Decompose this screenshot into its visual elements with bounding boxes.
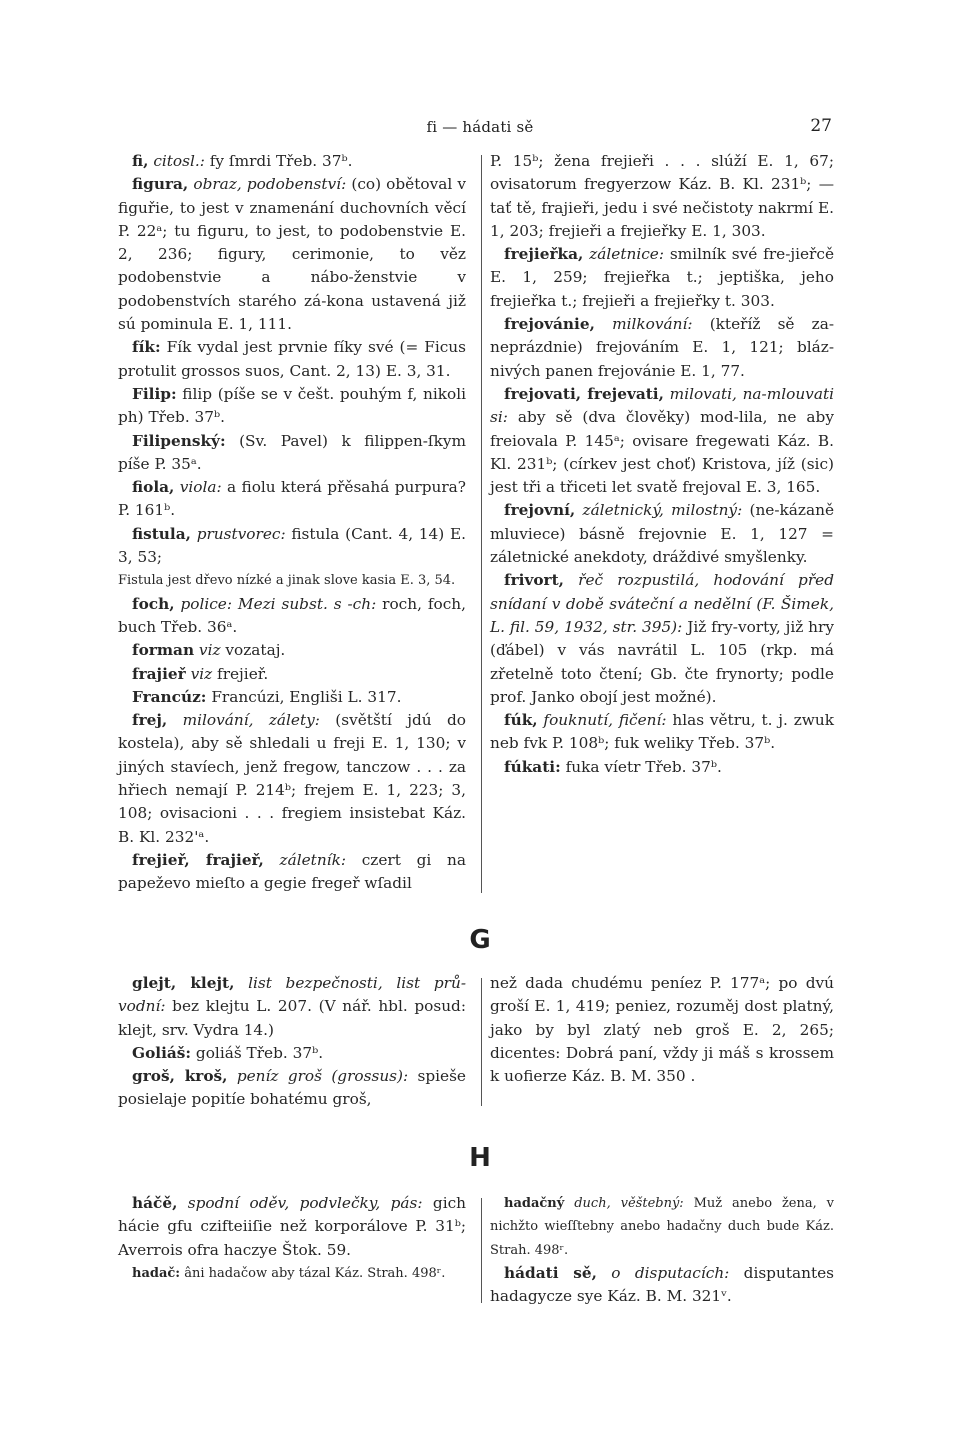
entry-gloss: záletník:: [263, 850, 346, 869]
dictionary-entry: [118, 686, 466, 709]
entry-headword: fi,: [132, 152, 149, 170]
entry-text: hlas větru, t. j. zwuk neb fvk P. 108ᵇ; fuk weliky Třeb. 37ᵇ.: [490, 711, 834, 753]
entry-headword: fistula,: [132, 524, 191, 543]
dictionary-entry: [118, 1192, 466, 1262]
entry-text: Muž anebo žena, v nichžto wieſſtebny anebo hadačny duch bude Káz. Strah. 498ʳ.: [490, 1196, 835, 1258]
dictionary-entry: [490, 150, 834, 243]
entry-text: (ne-kázaně mluviece) básně frejovnie E. 1, 127 = záletnické anekdoty, dráždivé smyšlenky.: [490, 501, 834, 567]
entry-headword: frejovánie,: [504, 315, 595, 334]
entry-headword: frejieř, frajieř,: [132, 850, 264, 869]
entry-text: goliáš Třeb. 37ᵇ.: [191, 1043, 324, 1062]
entry-gloss: obraz, podobenství:: [188, 175, 347, 194]
dictionary-entry: [118, 663, 466, 686]
entry-text: (kteříž sě za-neprázdnie) frejováním E. 1, 121; bláz-nivých panen frejovánie E. 1, 77.: [490, 315, 834, 380]
entry-text: fy ſmrdi Třeb. 37ᵇ.: [204, 152, 353, 170]
dictionary-entry: [118, 593, 466, 640]
entry-headword: figura,: [132, 175, 189, 194]
entry-gloss: milování, zálety:: [167, 711, 320, 730]
entry-gloss: prustvorec:: [190, 524, 286, 543]
entry-headword: hadačný: [504, 1196, 565, 1211]
dictionary-entry: [118, 639, 466, 662]
column-divider-h: [481, 1198, 482, 1303]
page-number: 27: [810, 116, 832, 136]
dictionary-entry: [118, 1065, 466, 1112]
entry-headword: Filipenský:: [132, 431, 226, 450]
entry-gloss: fouknutí, fičení:: [537, 711, 667, 730]
entry-text: gich hácie gfu czifteiiſie než korporálove P. 31ᵇ; Averrois ofra haczye Štok. 59.: [118, 1194, 467, 1259]
entry-text: âni hadačow aby tázal Káz. Strah. 498ʳ.: [180, 1265, 446, 1281]
entry-text: (Sv. Pavel) k filippen-ſkym píše P. 35ᵃ.: [118, 431, 466, 473]
dictionary-entry: [118, 150, 466, 173]
dictionary-entry: [490, 756, 834, 779]
entry-gloss: viz: [185, 664, 213, 683]
dictionary-entry: [118, 569, 466, 592]
entry-text: Již fry-vorty, již hry (ďábel) v vás navrátil L. 105 (rkp. má zřetelně toto čtení; Gb. čte frynorty; podle prof. Janko obojí jest možné).: [490, 617, 834, 706]
dictionary-entry: [118, 523, 466, 570]
entry-text: frejieř.: [212, 664, 269, 683]
entry-headword: frajieř: [132, 664, 186, 683]
dictionary-entry: [118, 173, 466, 336]
dictionary-entry: [490, 1262, 834, 1309]
entry-gloss: záletnický, milostný:: [575, 501, 743, 520]
entry-text: (světští jdú do kostela), aby sě shledali u freji E. 1, 130; v jiných stavíech, jenž fregow, tanczow . . . za hřiech nemají P. 214ᵇ; frejem E. 1, 223; 3, 108; ovisacioni . . . fregiem insistebat Káz. B. Kl. 232'ᵃ.: [118, 711, 466, 846]
entry-gloss: list bezpečnosti, list prů-vodní:: [118, 974, 466, 1016]
dictionary-entry: [490, 243, 834, 313]
dictionary-entry: [118, 1262, 466, 1285]
entry-gloss: citosl.:: [148, 152, 205, 170]
entry-text: czert gi na papeževo mieſto a gegie fregeř wſadil: [118, 850, 466, 893]
dictionary-entry: [118, 430, 466, 477]
entry-text: Fistula jest dřevo nízké a jinak slove kasia E. 3, 54.: [118, 573, 456, 589]
entry-headword: hádati sě,: [504, 1263, 597, 1282]
section-f-left-column: [118, 150, 466, 896]
entry-text: než dada chudému peníez P. 177ᵃ; po dvú groší E. 1, 419; peniez, rozuměj dost platný, jako by byl zlatý neb groš E. 2, 265; dicentes: Dobrá paní, vždy ji máš s krossem k uofierze Káz. B. M. 350 .: [490, 974, 834, 1086]
dictionary-entry: [118, 383, 466, 430]
entry-headword: fúkati:: [504, 757, 561, 776]
entry-headword: foch,: [132, 594, 175, 613]
dictionary-entry: [490, 972, 834, 1088]
entry-gloss: milkování:: [594, 315, 693, 334]
entry-headword: Goliáš:: [132, 1043, 192, 1062]
entry-headword: forman: [132, 641, 195, 660]
column-divider-f: [481, 155, 482, 893]
dictionary-entry: [490, 569, 834, 709]
running-head: fi — hádati sě: [426, 118, 534, 136]
entry-gloss: viola:: [174, 478, 222, 497]
entry-text: filip (píše se v češt. pouhým f, nikoli ph) Třeb. 37ᵇ.: [118, 384, 466, 427]
entry-headword: hadač:: [132, 1265, 181, 1281]
entry-text: smilník své fre-jieřcě E. 1, 259; frejieřka t.; jeptiška, jeho frejieřka t.; frejieři a frejieřky t. 303.: [490, 245, 834, 310]
entry-headword: fúk,: [504, 711, 538, 730]
dictionary-entry: [118, 849, 466, 896]
entry-text: spieše posielaje popitíe bohatému groš,: [118, 1067, 466, 1109]
entry-gloss: řeč rozpustilá, hodování před snídaní v době sváteční a nedělní (F. Šimek, L. fil. 59, 1932, str. 395):: [490, 571, 834, 636]
dictionary-entry: [490, 709, 834, 756]
entry-headword: háčě,: [132, 1194, 178, 1212]
dictionary-entry: [118, 1042, 466, 1065]
section-letter-g: G: [469, 925, 491, 955]
entry-headword: frejovní,: [504, 501, 576, 520]
entry-text: bez klejtu L. 207. (V nář. hbl. posud: klejt, srv. Vydra 14.): [118, 997, 466, 1039]
dictionary-entry: [118, 476, 466, 523]
entry-gloss: spodní oděv, podvlečky, pás:: [177, 1194, 423, 1212]
entry-gloss: duch, věštebný:: [564, 1196, 684, 1211]
entry-text: fuka víetr Třeb. 37ᵇ.: [560, 757, 722, 776]
entry-text: roch, foch, buch Třeb. 36ᵃ.: [118, 594, 466, 636]
section-h-left-column: [118, 1192, 466, 1285]
entry-headword: frej,: [132, 711, 168, 730]
entry-text: P. 15ᵇ; žena frejieři . . . slúží E. 1, 67; ovisatorum fregyerzow Káz. B. Kl. 231ᵇ; — tať tě, frajieři, jedu i své nečistoty nakrmí E. 1, 203; frejieři a frejieřky E. 1, 303.: [490, 152, 834, 240]
entry-gloss: o disputacích:: [596, 1263, 730, 1282]
dictionary-entry: [490, 383, 834, 499]
entry-text: (co) obětoval v figuřie, to jest v znamenání duchovních věcí P. 22ᵃ; tu figuru, to jest, to podobenstvie E. 2, 236; figury, cerimonie, to věz podobenstvie a nábo-ženstvie v podobenstvích starého zá-kona ustavená již sú pominula E. 1, 111.: [118, 175, 467, 334]
section-g-right-column: [490, 972, 834, 1088]
dictionary-entry: [118, 336, 466, 383]
section-h-right-column: [490, 1192, 834, 1308]
dictionary-entry: [118, 972, 466, 1042]
dictionary-entry: [118, 709, 466, 849]
entry-text: Francúzi, Engliši L. 317.: [206, 687, 402, 706]
dictionary-entry: [490, 1192, 834, 1262]
entry-headword: frivort,: [504, 571, 564, 590]
entry-headword: fík:: [132, 338, 161, 357]
entry-text: a fiolu která přěsahá purpura? P. 161ᵇ.: [118, 478, 466, 520]
entry-text: fistula (Cant. 4, 14) E. 3, 53;: [118, 524, 466, 567]
entry-headword: fiola,: [132, 478, 175, 497]
entry-gloss: peníz groš (grossus):: [227, 1067, 409, 1086]
entry-gloss: milovati, na-mlouvati si:: [490, 384, 834, 427]
dictionary-entry: [490, 313, 834, 383]
entry-text: aby sě (dva člověky) mod-lila, ne aby freiovala P. 145ᵃ; ovisare fregewati Káz. B. Kl. 231ᵇ; (církev jest choť) Kristova, jíž (sic) jest tři a třiceti let svatě frejoval E. 3, 165.: [490, 408, 834, 497]
entry-headword: groš, kroš,: [132, 1067, 228, 1086]
entry-headword: frejovati, frejevati,: [504, 384, 664, 403]
entry-text: disputantes hadagycze sye Káz. B. M. 321ᵛ.: [490, 1263, 834, 1306]
entry-gloss: viz: [194, 641, 221, 660]
entry-headword: glejt, klejt,: [132, 974, 235, 992]
section-letter-h: H: [469, 1143, 491, 1173]
dictionary-entry: [490, 499, 834, 569]
column-divider-g: [481, 978, 482, 1106]
section-f-right-column: [490, 150, 834, 779]
section-g-left-column: [118, 972, 466, 1112]
entry-headword: Filip:: [132, 384, 177, 403]
entry-gloss: záletnice:: [583, 245, 664, 264]
entry-text: Fík vydal jest prvnie fíky své (= Ficus protulit grossos suos, Cant. 2, 13) E. 3, 31.: [118, 338, 466, 380]
entry-headword: frejieřka,: [504, 245, 584, 264]
entry-text: vozataj.: [220, 641, 286, 660]
entry-gloss: police: Mezi subst. s -ch:: [174, 594, 377, 613]
entry-headword: Francúz:: [132, 687, 207, 706]
